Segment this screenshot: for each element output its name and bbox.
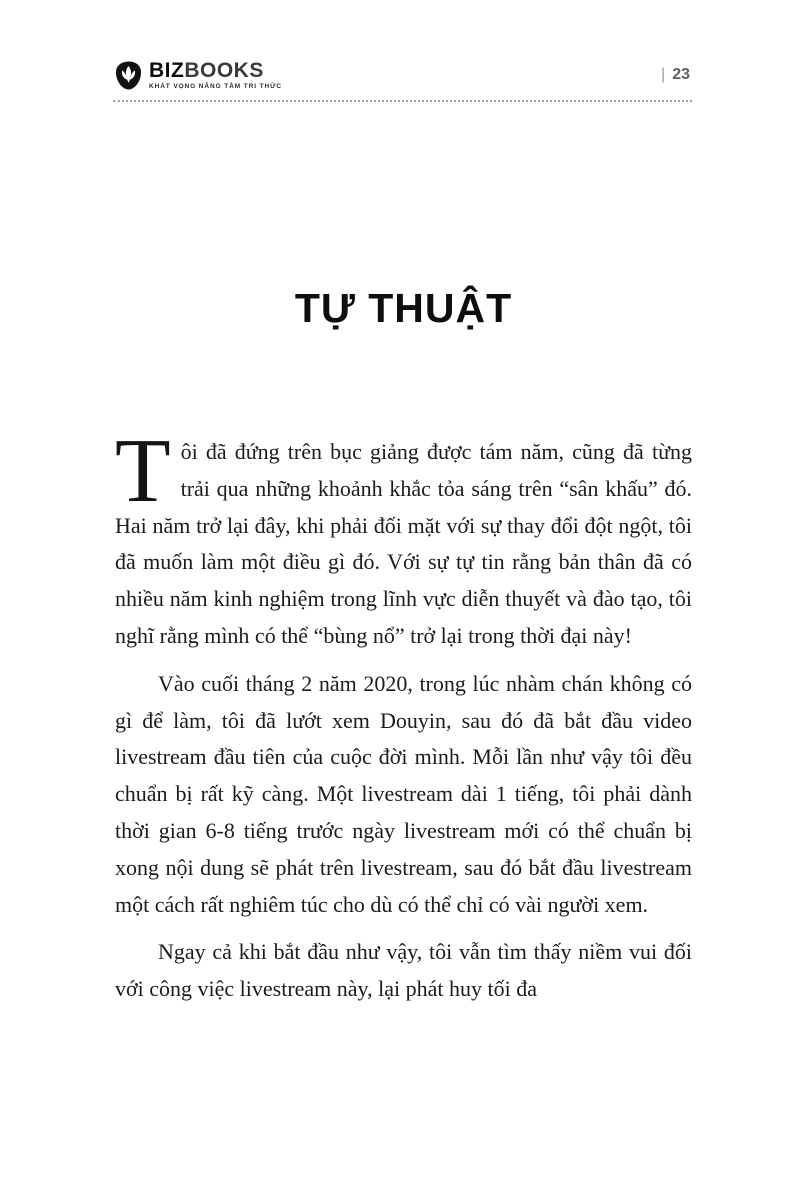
brand-tagline: KHÁT VỌNG NÂNG TẦM TRI THỨC	[149, 82, 282, 90]
brand-name	[149, 60, 282, 81]
publisher-brand	[115, 60, 282, 91]
bizbooks-logo-icon	[115, 61, 142, 90]
paragraph-1	[115, 420, 692, 655]
page-header	[115, 56, 690, 94]
brand-text	[149, 60, 282, 91]
paragraph-1-text: ôi đã đứng trên bục giảng được tám năm, cũng đã từng trải qua những khoảnh khắc tỏa sáng trên “sân khấu” đó. Hai năm trở lại đây, khi phải đối mặt với sự thay đổi đột ngột, tôi đã muốn làm một điều gì đó. Với sự tự tin rằng bản thân đã có nhiều năm kinh nghiệm trong lĩnh vực diễn thuyết và đào tạo, tôi nghĩ rằng mình có thể “bùng nổ” trở lại trong thời đại này!	[115, 439, 692, 648]
chapter-title: TỰ THUẬT	[294, 285, 513, 331]
brand-name-biz: BIZ	[149, 58, 185, 82]
dropcap: T	[115, 420, 171, 521]
paragraph-2: Vào cuối tháng 2 năm 2020, trong lúc nhàm chán không có gì để làm, tôi đã lướt xem Douyin, sau đó đã bắt đầu video livestream đầu tiên của cuộc đời mình. Mỗi lần như vậy tôi đều chuẩn bị rất kỹ càng. Một livestream dài 1 tiếng, tôi phải dành thời gian 6-8 tiếng trước ngày livestream mới có thể chuẩn bị xong nội dung sẽ phát trên livestream, sau đó bắt đầu livestream một cách rất nghiêm túc cho dù có thể chỉ có vài người xem.	[115, 670, 692, 917]
page-number-separator: |	[661, 66, 666, 83]
paragraph-3: Ngay cả khi bắt đầu như vậy, tôi vẫn tìm thấy niềm vui đối với công việc livestream này, lại phát huy tối đa	[115, 939, 692, 1002]
brand-name-books: BOOKS	[184, 58, 264, 82]
page-number-value: 23	[672, 66, 690, 83]
page-number	[661, 66, 690, 84]
header-divider	[113, 100, 692, 102]
chapter-content	[115, 285, 692, 1019]
